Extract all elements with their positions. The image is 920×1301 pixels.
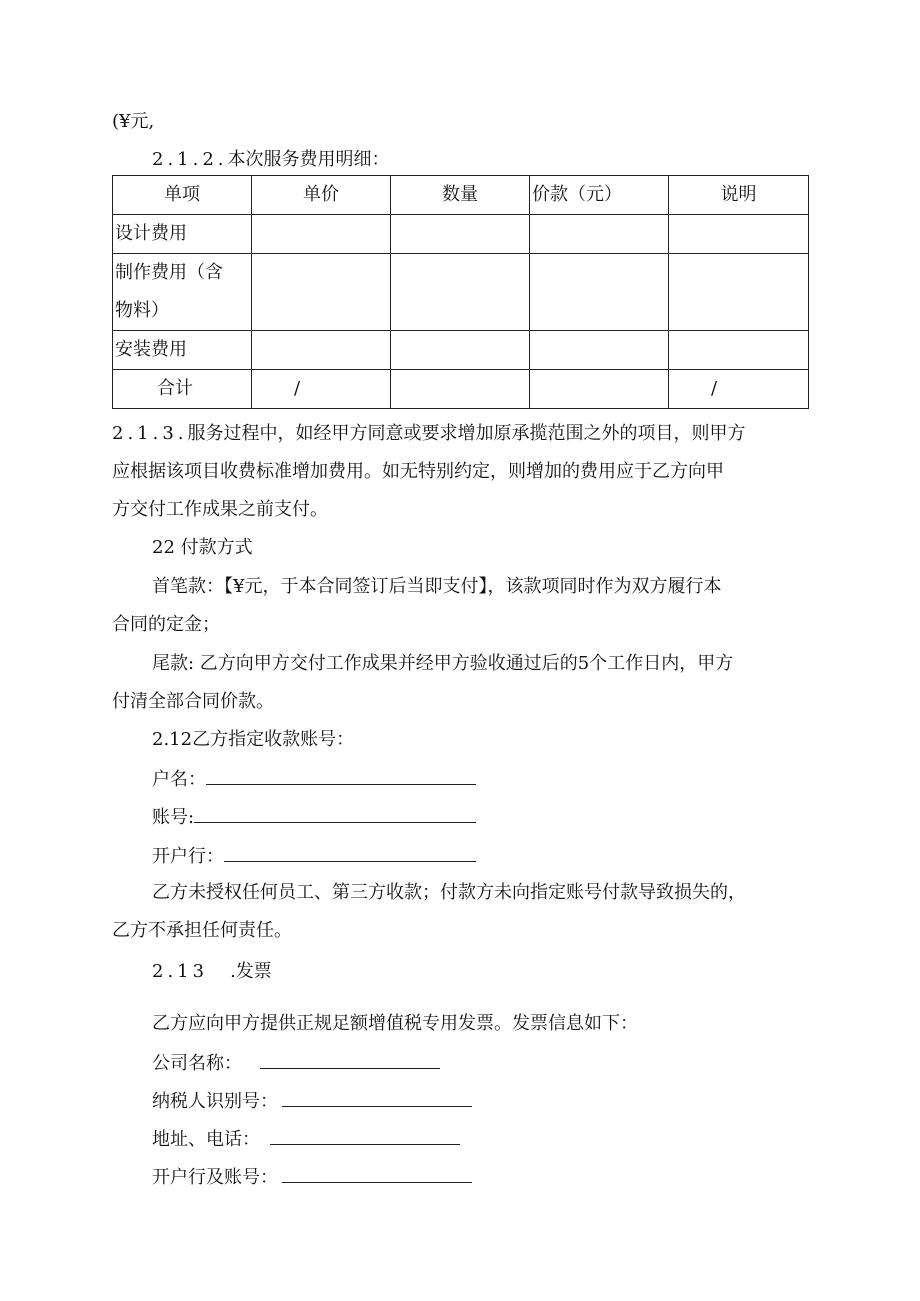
- section-number: 2.13: [152, 961, 209, 982]
- first-payment-line-2: 合同的定金；: [112, 614, 220, 635]
- table-cell: [252, 254, 391, 331]
- section-number: 22: [152, 537, 175, 558]
- section-text: 服务过程中，如经甲方同意或要求增加原承揽范围之外的项目，则甲方: [187, 423, 746, 444]
- header-cell: 单项: [113, 176, 252, 215]
- section-2-1-3-line-1: [112, 422, 746, 446]
- table-cell: [391, 331, 530, 370]
- invoice-tax-field[interactable]: [282, 1088, 472, 1107]
- section-2-12-heading: [152, 728, 354, 752]
- header-cell: 单价: [252, 176, 391, 215]
- final-payment-line-1: 尾款: 乙方向甲方交付工作成果并经甲方验收通过后的5个工作日内，甲方: [152, 653, 734, 674]
- table-cell: [391, 254, 530, 331]
- table-cell: [391, 215, 530, 254]
- section-number: 2.12: [152, 729, 193, 750]
- table-row: [113, 215, 809, 254]
- table-cell: [252, 331, 391, 370]
- table-cell: /: [252, 370, 391, 409]
- disclaimer-line-1: 乙方未授权任何员工、第三方收款；付款方未向指定账号付款导致损失的，: [152, 882, 746, 903]
- account-number-line: [152, 804, 476, 830]
- invoice-bank-line: [152, 1164, 472, 1190]
- section-2-1-3-line-2: 应根据该项目收费标准增加费用。如无特别约定，则增加的费用应于乙方向甲: [112, 461, 724, 482]
- top-line: (¥元,: [112, 111, 155, 132]
- table-cell: [669, 254, 809, 331]
- invoice-company-label: 公司名称：: [152, 1053, 242, 1074]
- header-cell: 说明: [669, 176, 809, 215]
- table-cell: /: [669, 370, 809, 409]
- section-2-1-2-heading: [152, 148, 390, 172]
- table-cell: [391, 370, 530, 409]
- section-title: 本次服务费用明细：: [227, 149, 390, 170]
- account-number-field[interactable]: [194, 804, 476, 823]
- section-title: 付款方式: [180, 537, 253, 558]
- table-cell: [669, 215, 809, 254]
- table-cell-item: 设计费用: [113, 215, 252, 254]
- table-cell: [530, 215, 669, 254]
- invoice-address-line: [152, 1126, 460, 1152]
- section-title: 乙方指定收款账号：: [192, 729, 355, 750]
- table-row: [113, 254, 809, 331]
- table-row: [113, 331, 809, 370]
- account-bank-label: 开户行：: [152, 846, 224, 867]
- invoice-company-field[interactable]: [260, 1050, 440, 1069]
- invoice-address-field[interactable]: [270, 1126, 460, 1145]
- table-cell-item: [113, 254, 252, 331]
- invoice-bank-field[interactable]: [282, 1164, 472, 1183]
- invoice-tax-line: [152, 1088, 472, 1114]
- header-cell: 数量: [391, 176, 530, 215]
- invoice-company-line: [152, 1050, 440, 1076]
- account-name-label: 户名：: [152, 769, 206, 790]
- final-payment-line-2: 付清全部合同价款。: [112, 691, 274, 712]
- header-cell: 价款（元）: [530, 176, 669, 215]
- invoice-bank-label: 开户行及账号：: [152, 1167, 278, 1188]
- invoice-address-label: 地址、电话：: [152, 1129, 260, 1150]
- account-name-line: [152, 766, 476, 792]
- table-cell: [252, 215, 391, 254]
- account-number-label: 账号:: [152, 807, 195, 828]
- table-total-row: [113, 370, 809, 409]
- table-cell-item: 合计: [113, 370, 252, 409]
- section-number: 2.1.2.: [152, 149, 228, 170]
- item-line-2: 物料）: [115, 300, 169, 321]
- invoice-tax-label: 纳税人识别号：: [152, 1091, 278, 1112]
- table-cell: [669, 331, 809, 370]
- table-cell: [530, 370, 669, 409]
- account-name-field[interactable]: [206, 766, 476, 785]
- fee-table: [112, 175, 809, 409]
- table-cell-item: 安装费用: [113, 331, 252, 370]
- section-2-1-3-line-3: 方交付工作成果之前支付。: [112, 499, 328, 520]
- item-line-1: 制作费用（含: [115, 262, 223, 283]
- account-bank-field[interactable]: [224, 843, 476, 862]
- disclaimer-line-2: 乙方不承担任何责任。: [112, 920, 292, 941]
- invoice-intro: 乙方应向甲方提供正规足额增值税专用发票。发票信息如下：: [152, 1013, 638, 1034]
- table-cell: [530, 254, 669, 331]
- first-payment-line-1: 首笔款：【¥元，于本合同签订后当即支付】，该款项同时作为双方履行本: [152, 576, 722, 597]
- section-title: .发票: [230, 961, 272, 982]
- table-header-row: [113, 176, 809, 215]
- section-2-13-heading: [152, 960, 272, 984]
- section-2-2-heading: [152, 536, 253, 560]
- section-number: 2.1.3.: [112, 423, 188, 444]
- account-bank-line: [152, 843, 476, 869]
- table-cell: [530, 331, 669, 370]
